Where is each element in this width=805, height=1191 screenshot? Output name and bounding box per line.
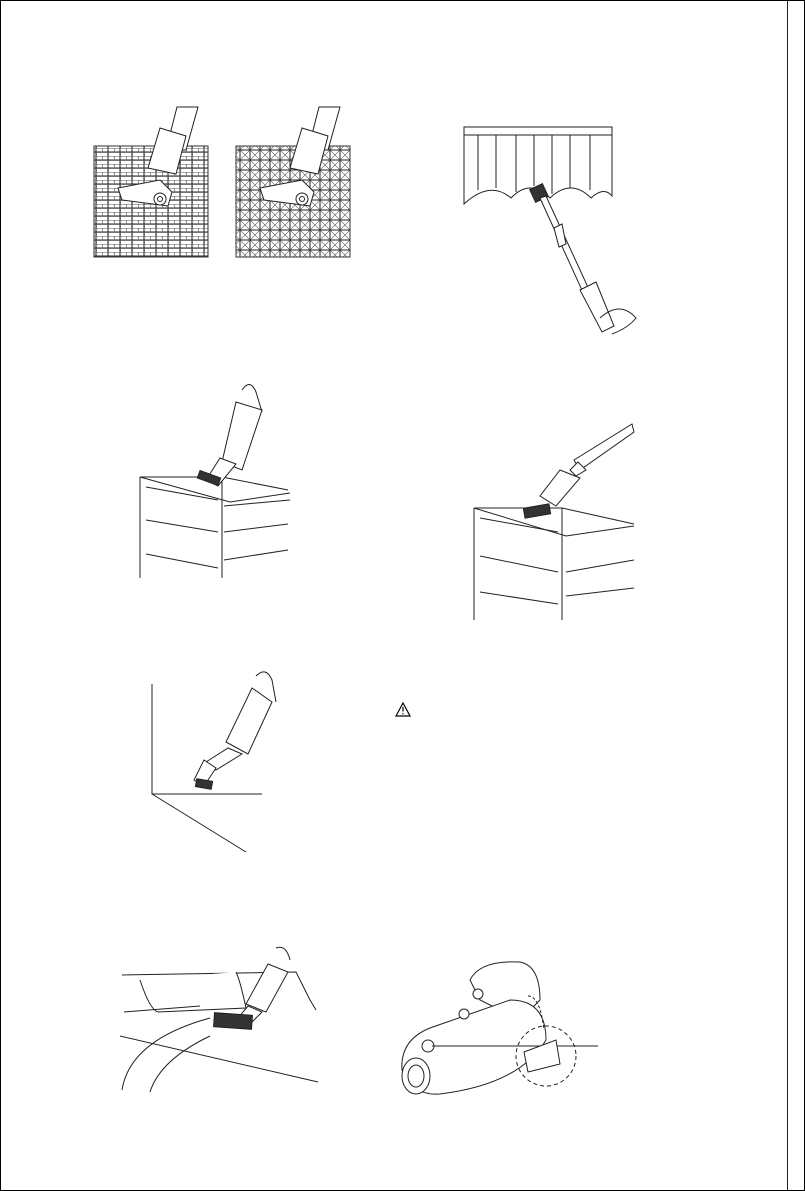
warning-triangle-icon bbox=[396, 703, 410, 716]
illustration-dusting-brush bbox=[474, 424, 634, 620]
curtain-cleaning-icon bbox=[530, 184, 636, 334]
illustration-crevice-furniture bbox=[140, 384, 290, 578]
illustration-release-button bbox=[402, 962, 598, 1094]
crevice-tool-icon bbox=[197, 384, 262, 486]
dusting-brush-icon bbox=[523, 424, 634, 518]
release-button-icon bbox=[402, 962, 546, 1094]
illustration-curtain-cleaning bbox=[464, 127, 636, 334]
corner-cleaning-icon bbox=[194, 672, 276, 789]
illustration-corner-cleaning bbox=[152, 672, 276, 852]
illustration-floor-brush bbox=[94, 107, 350, 257]
illustration-sofa-cleaning bbox=[120, 947, 318, 1092]
